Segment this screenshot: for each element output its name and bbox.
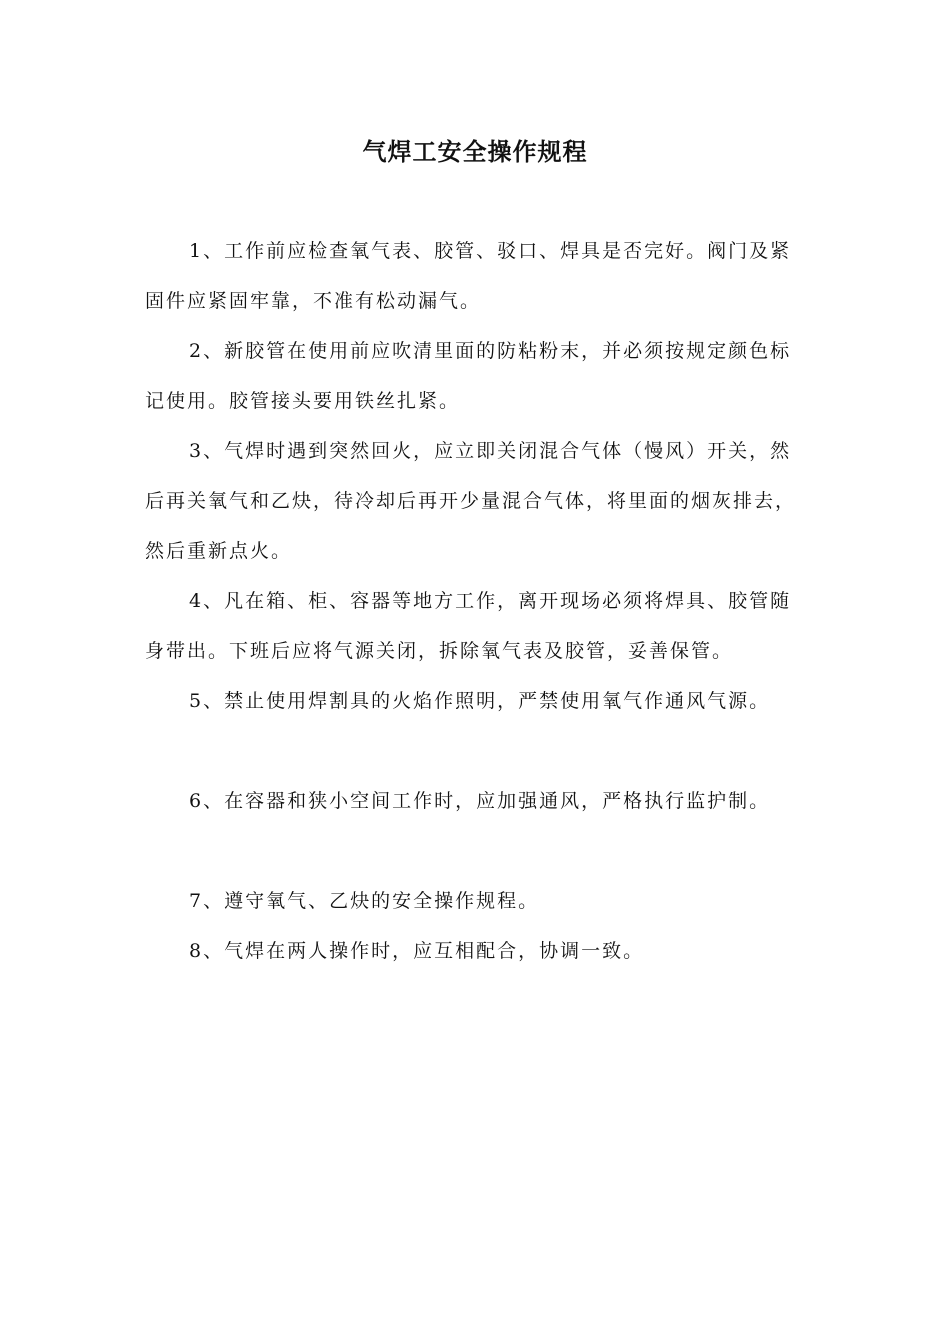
paragraph-spacer [145, 726, 810, 776]
document-body [145, 226, 810, 976]
rule-item-5: 5、禁止使用焊割具的火焰作照明，严禁使用氧气作通风气源。 [189, 690, 771, 712]
rule-item-3: 3、气焊时遇到突然回火，应立即关闭混合气体（慢风）开关，然后再关氧气和乙炔，待冷却后再开少量混合气体，将里面的烟灰排去，然后重新点火。 [145, 440, 797, 562]
rule-item-1: 1、工作前应检查氧气表、胶管、驳口、焊具是否完好。阀门及紧固件应紧固牢靠，不准有松动漏气。 [145, 240, 792, 312]
rule-item-2: 2、新胶管在使用前应吹清里面的防粘粉末，并必须按规定颜色标记使用。胶管接头要用铁丝扎紧。 [145, 340, 792, 412]
paragraph-spacer [145, 826, 810, 876]
document-title: 气焊工安全操作规程 [362, 138, 588, 166]
rule-item-4: 4、凡在箱、柜、容器等地方工作，离开现场必须将焊具、胶管随身带出。下班后应将气源关闭，拆除氧气表及胶管，妥善保管。 [145, 590, 792, 662]
rule-item-8: 8、气焊在两人操作时，应互相配合，协调一致。 [189, 940, 645, 962]
rule-item-6: 6、在容器和狭小空间工作时，应加强通风，严格执行监护制。 [189, 790, 771, 812]
rule-item-7: 7、遵守氧气、乙炔的安全操作规程。 [189, 890, 540, 912]
